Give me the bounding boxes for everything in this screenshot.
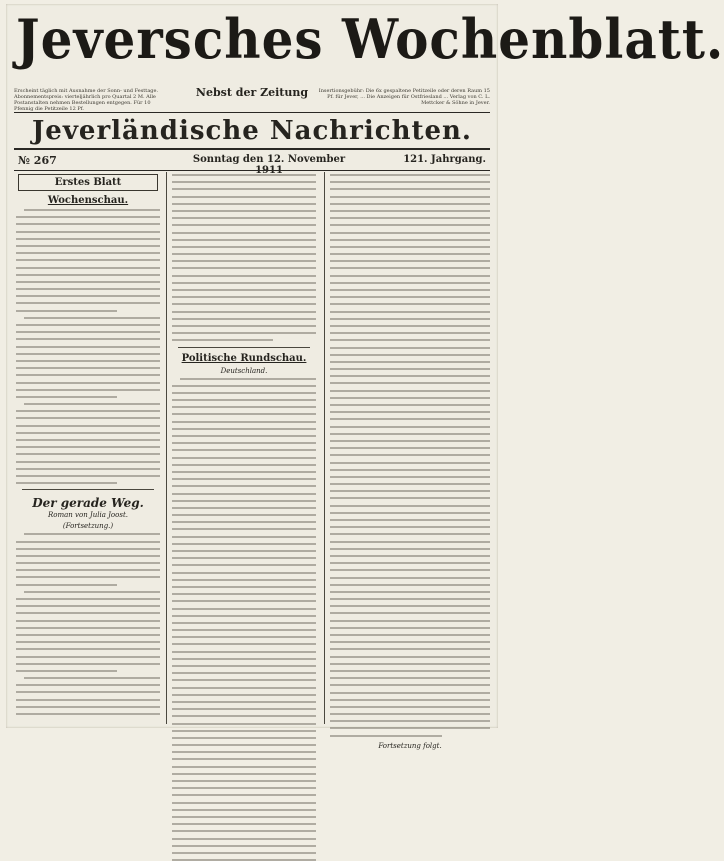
- header-rule-thin: [14, 112, 490, 113]
- serial-story-title: Der gerade Weg.: [16, 496, 160, 510]
- column-1: [16, 174, 160, 722]
- serial-story-text: [16, 533, 160, 715]
- advertising-notice: Insertionsgebühr: Die 6x gespaltene Petitzeile oder deren Raum 15 Pf. für Jever, ... Die Anzeigen für Ostfriesland ... Verlag von C. L. Mettcker & Söhne in Jever.: [318, 88, 490, 106]
- subscription-notice: Erscheint täglich mit Ausnahme der Sonn- und Festtage. Abonnementspreis: vierteljährlich pro Quartal 2 M. Alle Postanstalten nehmen Bestellungen entgegen. Für 10 Pfennig die Petitzeile 12 Pf.: [14, 88, 164, 112]
- first-sheet-box: Erstes Blatt: [18, 174, 158, 191]
- masthead-title: Jeversches Wochenblatt.: [16, 7, 488, 83]
- column-divider-2: [324, 172, 325, 724]
- column-1-separator: [22, 489, 154, 490]
- subtitle: Jeverländische Nachrichten.: [14, 116, 490, 146]
- issue-dateline: [14, 152, 490, 168]
- column-2-separator: [178, 347, 310, 348]
- issue-year: 121. Jahrgang.: [403, 154, 486, 165]
- serial-story-author: Roman von Julia Joost.: [16, 511, 160, 519]
- political-review-text: [172, 378, 316, 861]
- column-3-text: [330, 174, 490, 737]
- germany-subheading: Deutschland.: [172, 367, 316, 375]
- serial-story-continuation: (Fortsetzung.): [16, 522, 160, 530]
- column-divider-1: [166, 172, 167, 724]
- column-2: [172, 174, 316, 722]
- supplement-note: Nebst der Zeitung: [192, 86, 312, 99]
- header-rule-thick: [14, 148, 490, 150]
- continued-note: Fortsetzung folgt.: [330, 742, 490, 750]
- column-2-top-text: [172, 174, 316, 341]
- newspaper-page: [6, 4, 498, 728]
- issue-date: Sonntag den 12. November: [184, 154, 354, 176]
- column-3: [330, 174, 490, 722]
- issue-number: № 267: [18, 154, 57, 167]
- weekly-review-heading: Wochenschau.: [16, 195, 160, 206]
- political-review-heading: Politische Rundschau.: [172, 353, 316, 364]
- weekly-review-text: [16, 209, 160, 484]
- dateline-rule: [14, 170, 490, 171]
